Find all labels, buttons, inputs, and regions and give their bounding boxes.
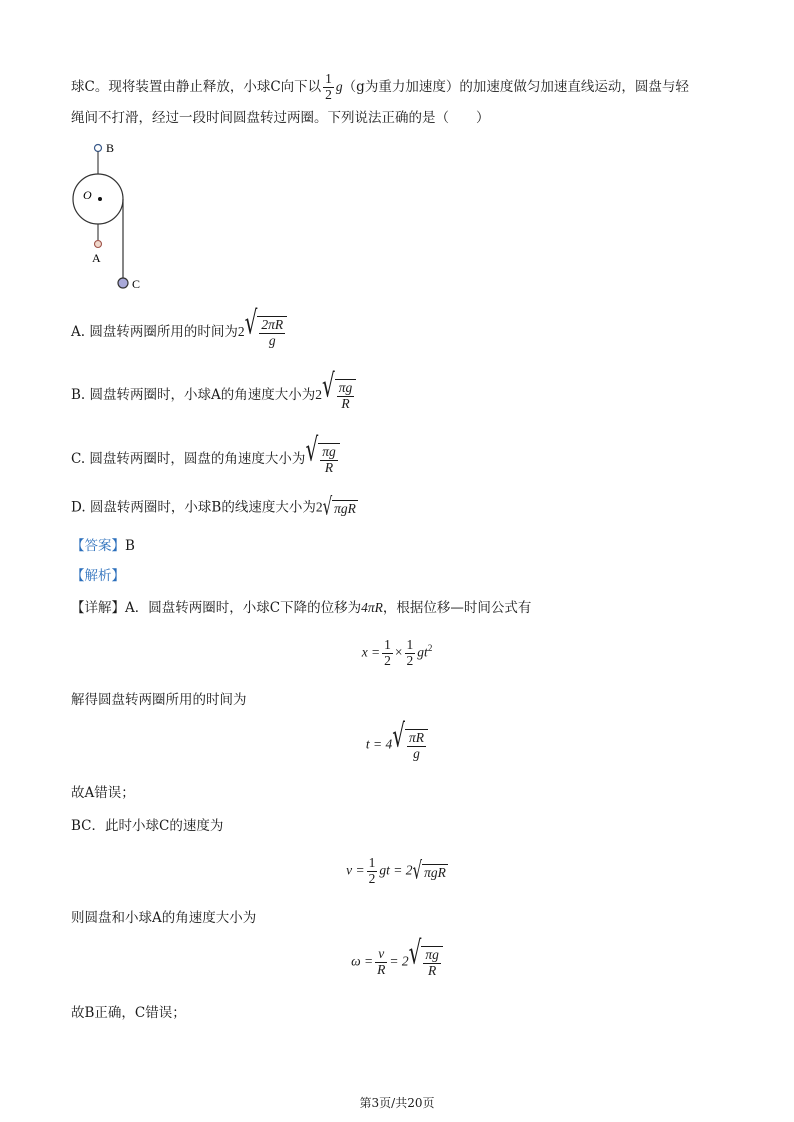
option-b: B. 圆盘转两圈时，小球A的角速度大小为2 √ $\frac{\pi g}{R}$ [71,379,356,412]
question-text-b: （g为重力加速度）的加速度做匀加速直线运动，圆盘与轻 [342,78,689,95]
analysis-tag: 【解析】 [71,568,125,584]
answer-line [71,540,135,554]
line-b-right: 故B正确，C错误； [71,1005,186,1021]
line-omega: 则圆盘和小球A的角速度大小为 [71,910,257,926]
question-text-a: 球C。现将装置由静止释放，小球C向下以 [71,78,322,95]
sqrt-option-d: √ πgR [322,492,356,521]
option-a: A. 圆盘转两圈所用的时间为2 √ $\frac{2\pi R}{g}$ [71,316,287,349]
label-c: C [132,277,141,291]
analysis-tag-line [71,570,125,584]
equation-3: v = $\frac{1}{2}$ gt = 2 √ πgR [346,855,446,886]
equation-2: t = 4 √ $\frac{\pi R}{g}$ [0,729,794,762]
label-a: A [92,251,101,265]
equation-4: ω = $\frac{v}{R}$ = 2 √ $\frac{\pi g}{R}$ [0,946,794,979]
ball-b [95,145,102,152]
line-time: 解得圆盘转两圈所用的时间为 [71,692,247,708]
ball-a [95,241,102,248]
question-line-1 [71,72,689,103]
page-number: 第3页/共20页 [359,1096,435,1110]
option-d: D. 圆盘转两圈时，小球B的线速度大小为2 √ πgR [71,492,356,521]
label-o: O [83,188,92,202]
detail-line: 【详解】A．圆盘转两圈时，小球C下降的位移为4πR，根据位移—时间公式有 [71,600,532,616]
line-a-wrong: 故A错误； [71,785,135,801]
question-line-2: 绳间不打滑，经过一段时间圆盘转过两圈。下列说法正确的是（ ） [71,110,490,126]
option-c: C. 圆盘转两圈时，圆盘的角速度大小为 √ $\frac{\pi g}{R}$ [71,443,340,476]
disc-center [98,197,102,201]
g-symbol: g [335,78,343,94]
answer-tag: 【答案】 [71,538,125,554]
sqrt-option-b: √ $\frac{\pi g}{R}$ [322,379,356,412]
detail-tag: 【详解】 [71,600,125,616]
answer-value: B [125,538,135,554]
label-b: B [106,142,115,155]
ball-c [118,278,128,288]
pulley-diagram [70,142,210,292]
equation-1: x = $\frac{1}{2}$ × $\frac{1}{2}$ $gt^2$ [361,637,433,668]
sqrt-option-a: √ $\frac{2\pi R}{g}$ [245,316,288,349]
sqrt-option-c: √ $\frac{\pi g}{R}$ [305,443,339,476]
line-bc: BC．此时小球C的速度为 [71,818,224,834]
fraction-half: $\frac{1}{2}$ [325,71,332,102]
